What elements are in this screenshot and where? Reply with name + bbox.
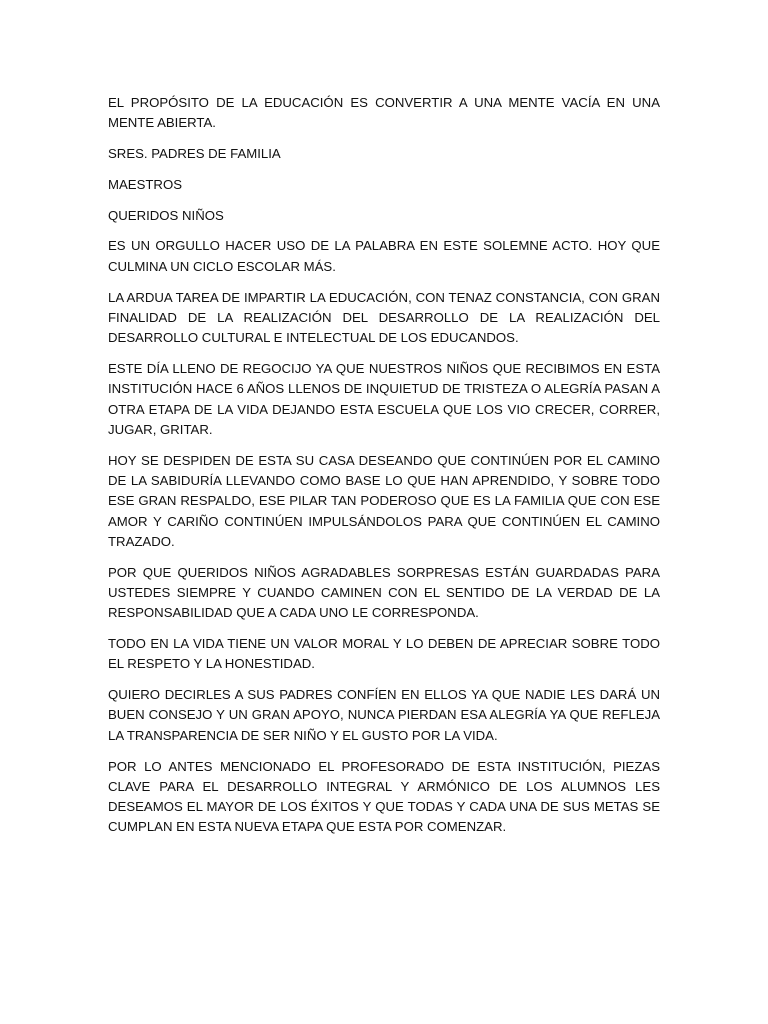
body-paragraph: ESTE DÍA LLENO DE REGOCIJO YA QUE NUESTROS NIÑOS QUE RECIBIMOS EN ESTA INSTITUCIÓN HACE 6 AÑOS LLENOS DE INQUIETUD DE TRISTEZA O ALEGRÍA PASAN A OTRA ETAPA DE LA VIDA DEJANDO ESTA ESCUELA QUE LOS VIO CRECER, CORRER, JUGAR, GRITAR. [108, 360, 660, 437]
body-paragraph: ES UN ORGULLO HACER USO DE LA PALABRA EN ESTE SOLEMNE ACTO. HOY QUE CULMINA UN CICLO ESCOLAR MÁS. [108, 238, 660, 274]
body-paragraph: QUIERO DECIRLES A SUS PADRES CONFÍEN EN ELLOS YA QUE NADIE LES DARÁ UN BUEN CONSEJO Y UN GRAN APOYO, NUNCA PIERDAN ESA ALEGRÍA YA QUE REFLEJA LA TRANSPARENCIA DE SER NIÑO Y EL GUSTO POR LA VIDA. [108, 687, 660, 743]
body-paragraph: HOY SE DESPIDEN DE ESTA SU CASA DESEANDO QUE CONTINÚEN POR EL CAMINO DE LA SABIDURÍA LLEVANDO COMO BASE LO QUE HAN APRENDIDO, Y SOBRE TODO ESE GRAN RESPALDO, ESE PILAR TAN PODEROSO QUE ES LA FAMILIA QUE CON ESE AMOR Y CARIÑO CONTINÚEN IMPULSÁNDOLOS PARA QUE CONTINÚEN EL CAMINO TRAZADO. [108, 452, 660, 549]
opening-quote: EL PROPÓSITO DE LA EDUCACIÓN ES CONVERTIR A UNA MENTE VACÍA EN UNA MENTE ABIERTA. [108, 95, 660, 131]
body-paragraph: TODO EN LA VIDA TIENE UN VALOR MORAL Y LO DEBEN DE APRECIAR SOBRE TODO EL RESPETO Y LA HONESTIDAD. [108, 636, 660, 672]
body-paragraph: POR QUE QUERIDOS NIÑOS AGRADABLES SORPRESAS ESTÁN GUARDADAS PARA USTEDES SIEMPRE Y CUANDO CAMINEN CON EL SENTIDO DE LA VERDAD DE LA RESPONSABILIDAD QUE A CADA UNO LE CORRESPONDA. [108, 564, 660, 621]
salutation-children: QUERIDOS NIÑOS [108, 207, 224, 223]
document-body [108, 93, 660, 848]
salutation-parents: SRES. PADRES DE FAMILIA [108, 146, 281, 162]
salutation-teachers: MAESTROS [108, 176, 183, 192]
body-paragraph: LA ARDUA TAREA DE IMPARTIR LA EDUCACIÓN, CON TENAZ CONSTANCIA, CON GRAN FINALIDAD DE LA REALIZACIÓN DEL DESARROLLO DE LA REALIZACIÓN DEL DESARROLLO CULTURAL E INTELECTUAL DE LOS EDUCANDOS. [108, 289, 660, 346]
closing-paragraph: POR LO ANTES MENCIONADO EL PROFESORADO DE ESTA INSTITUCIÓN, PIEZAS CLAVE PARA EL DESARROLLO INTEGRAL Y ARMÓNICO DE LOS ALUMNOS LES DESEAMOS EL MAYOR DE LOS ÉXITOS Y QUE TODAS Y CADA UNA DE SUS METAS SE CUMPLAN EN ESTA NUEVA ETAPA QUE ESTA POR COMENZAR. [108, 758, 660, 835]
